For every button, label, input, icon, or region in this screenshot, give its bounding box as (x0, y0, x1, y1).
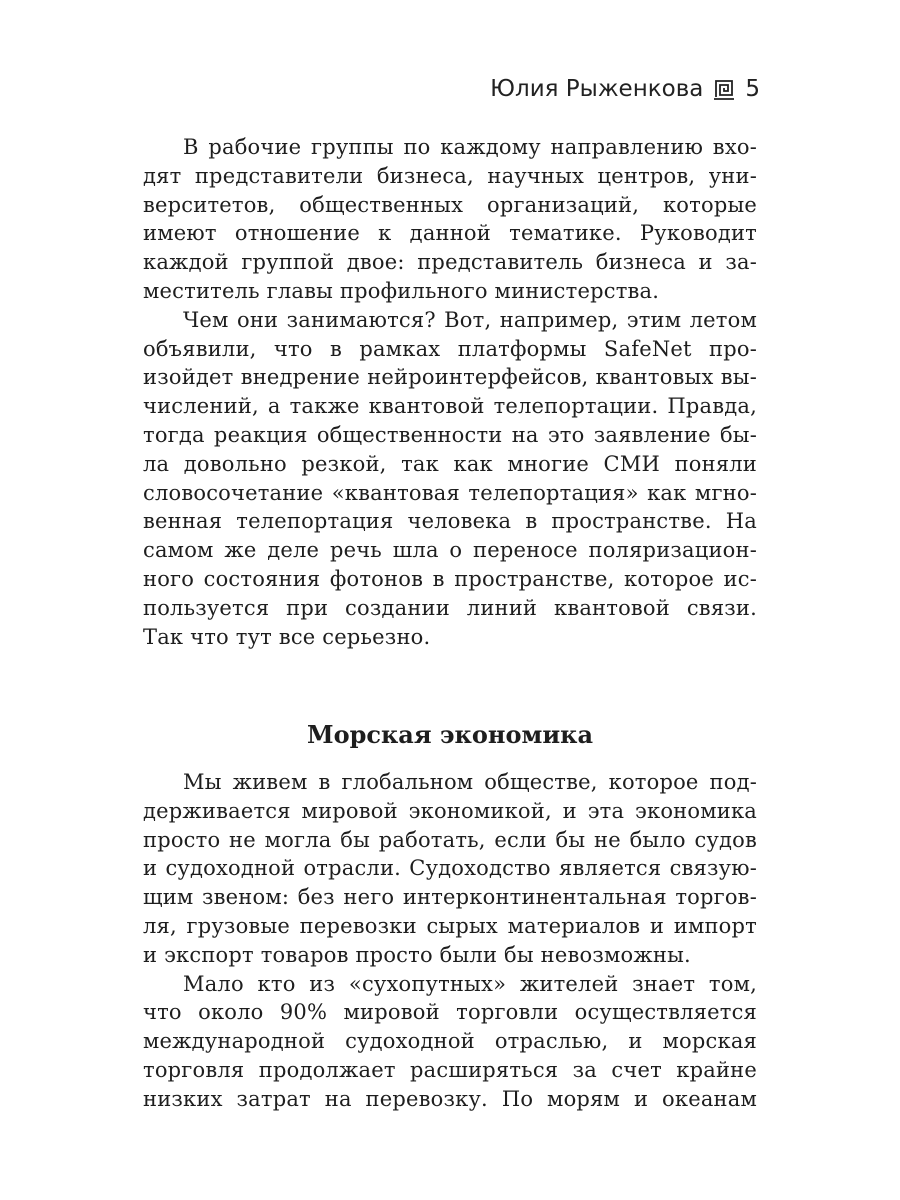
section-body-2 (143, 768, 757, 1114)
text-line: низких затрат на перевозку. По морям и океанам (143, 1086, 757, 1111)
text-line: Чем они занимаются? Вот, например, этим летом (183, 307, 757, 332)
text-line: просто не могла бы работать, если бы не было судов (143, 827, 757, 852)
text-line: объявили, что в рамках платформы SafeNet про- (143, 336, 757, 361)
section-heading: Морская экономика (307, 720, 593, 749)
text-line: ла довольно резкой, так как многие СМИ поняли (143, 451, 757, 476)
greek-key-icon (713, 78, 735, 100)
page-number: 5 (745, 76, 760, 102)
text-line: и экспорт товаров просто были бы невозможны. (143, 942, 691, 967)
paragraph (143, 768, 757, 970)
author-name: Юлия Рыженкова (490, 76, 704, 102)
section-body-1 (143, 133, 757, 651)
text-line: верситетов, общественных организаций, которые (143, 192, 757, 217)
text-line: пользуется при создании линий квантовой связи. (143, 595, 757, 620)
text-line: каждой группой двое: представитель бизнеса и за- (143, 250, 757, 275)
text-line: В рабочие группы по каждому направлению вхо- (183, 135, 757, 159)
text-line: Так что тут все серьезно. (143, 624, 431, 649)
paragraph (143, 970, 757, 1114)
text-line: самом же деле речь шла о переносе поляризацион- (143, 538, 757, 563)
paragraph (143, 133, 757, 306)
text-line: торговля продолжает расширяться за счет крайне (143, 1057, 757, 1082)
text-line: что около 90% мировой торговли осуществляется (143, 1000, 757, 1025)
paragraph (143, 306, 757, 652)
text-line: международной судоходной отраслью, и морская (143, 1029, 757, 1054)
text-line: дят представители бизнеса, научных центров, уни- (143, 163, 757, 188)
text-line: числений, а также квантовой телепортации. Правда, (143, 394, 757, 419)
text-line: Мы живем в глобальном обществе, которое под- (183, 770, 757, 794)
text-line: тогда реакция общественности на это заявление бы- (143, 422, 757, 447)
text-line: ного состояния фотонов в пространстве, которое ис- (143, 566, 757, 591)
text-line: венная телепортация человека в пространстве. На (143, 509, 757, 534)
text-line: словосочетание «квантовая телепортация» как мгно- (143, 480, 757, 505)
text-line: щим звеном: без него интерконтинентальная торгов- (143, 885, 757, 910)
text-line: Мало кто из «сухопутных» жителей знает том, (183, 971, 757, 996)
text-line: и судоходной отрасли. Судоходство является связую- (143, 856, 757, 881)
text-line: держивается мировой экономикой, и эта экономика (143, 798, 757, 823)
running-header (490, 76, 760, 102)
text-line: меститель главы профильного министерства. (143, 278, 660, 303)
text-line: ля, грузовые перевозки сырых материалов и импорт (143, 913, 757, 938)
text-line: изойдет внедрение нейроинтерфейсов, квантовых вы- (143, 365, 757, 390)
text-line: имеют отношение к данной тематике. Руководит (143, 221, 757, 246)
